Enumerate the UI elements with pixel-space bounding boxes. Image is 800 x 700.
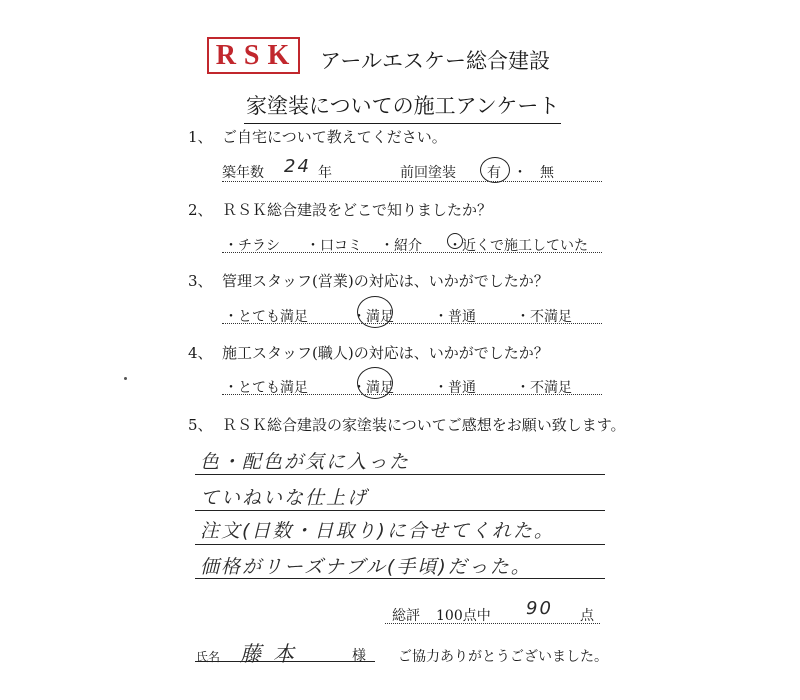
company-logo: RSK [207, 37, 300, 74]
building-age-unit: 年 [318, 165, 332, 181]
question-4-number: 4、 [188, 344, 213, 362]
comment-rule [195, 578, 605, 579]
question-4-text: 施工スタッフ(職人)の対応は、いかがでしたか？ [222, 344, 549, 362]
answer-underline [222, 181, 602, 182]
evaluation-score: 90 [526, 598, 553, 619]
question-5-text: ＲＳＫ総合建設の家塗装についてご感想をお願い致します。 [222, 416, 626, 434]
honorific: 様 [352, 648, 366, 664]
q2-option-nearby-work: ・近くで施工していた [448, 238, 588, 254]
evaluation-label: 総評 [392, 608, 420, 624]
question-1-text: ご自宅について教えてください。 [222, 128, 447, 146]
selected-circle-mark [447, 233, 463, 249]
comment-rule [195, 474, 605, 475]
building-age-label: 築年数 [222, 165, 264, 181]
answer-underline [222, 252, 602, 253]
selected-circle-mark [480, 157, 510, 183]
name-underline [195, 661, 375, 662]
q2-option-referral: ・紹介 [380, 238, 422, 254]
comment-line-4: 価格がリーズナブル(手頃)だった。 [200, 556, 532, 578]
q3-option-satisfied: ・満足 [352, 309, 394, 325]
answer-underline [222, 323, 602, 324]
comment-rule [195, 510, 605, 511]
q4-option-very-satisfied: ・とても満足 [224, 380, 308, 396]
building-age-value: 24 [284, 156, 311, 177]
answer-underline [222, 394, 602, 395]
comment-line-1: 色・配色が気に入った [200, 451, 411, 473]
question-2-number: 2、 [188, 201, 213, 219]
customer-name: 藤本 [240, 642, 306, 666]
question-2-text: ＲＳＫ総合建設をどこで知りましたか？ [222, 201, 493, 219]
question-1-number: 1、 [188, 128, 213, 146]
thanks-message: ご協力ありがとうございました。 [398, 649, 608, 665]
q3-option-very-satisfied: ・とても満足 [224, 309, 308, 325]
option-yes: 有 [487, 165, 501, 181]
q3-option-dissatisfied: ・不満足 [516, 309, 572, 325]
survey-title: 家塗装についての施工アンケート [244, 90, 561, 124]
question-3-text: 管理スタッフ(営業)の対応は、いかがでしたか？ [222, 272, 549, 290]
comment-line-2: ていねいな仕上げ [200, 487, 369, 509]
evaluation-scale: 100点中 [436, 608, 491, 624]
previous-painting-label: 前回塗装 [400, 165, 456, 181]
comment-rule [195, 544, 605, 545]
evaluation-unit: 点 [580, 608, 594, 624]
q4-option-dissatisfied: ・不満足 [516, 380, 572, 396]
company-name: アールエスケー総合建設 [320, 49, 550, 73]
q4-option-satisfied: ・満足 [352, 380, 394, 396]
option-separator: ・ [513, 165, 527, 181]
q2-option-flyer: ・チラシ [224, 238, 280, 254]
option-no: 無 [540, 165, 554, 181]
name-label: 氏名 [196, 650, 221, 664]
comment-line-3: 注文(日数・日取り)に合せてくれた。 [200, 520, 555, 542]
q4-option-neutral: ・普通 [434, 380, 476, 396]
question-5-number: 5、 [188, 416, 213, 434]
q2-option-word-of-mouth: ・口コミ [306, 238, 362, 254]
q3-option-neutral: ・普通 [434, 309, 476, 325]
evaluation-underline [385, 623, 600, 624]
question-3-number: 3、 [188, 272, 213, 290]
scan-speck [124, 377, 127, 380]
